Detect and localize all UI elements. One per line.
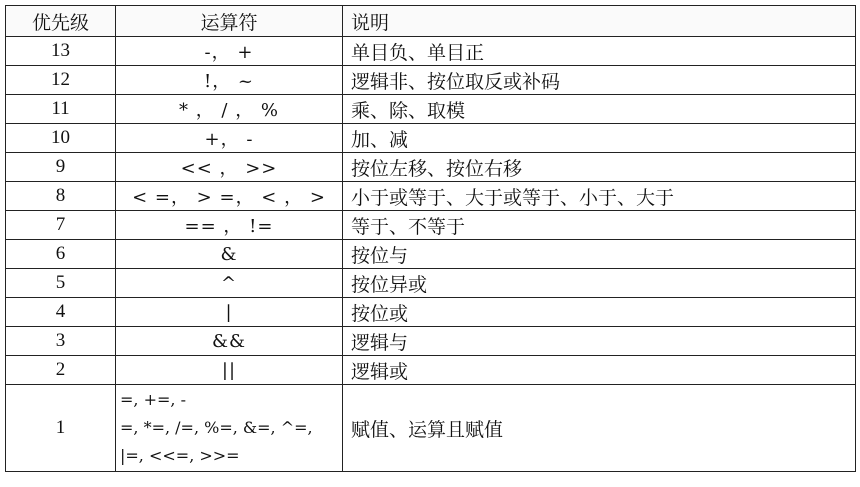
header-priority: 优先级 <box>6 6 116 37</box>
table-row <box>6 37 856 66</box>
table-row <box>6 356 856 385</box>
description-cell: 逻辑非、按位取反或补码 <box>343 66 856 95</box>
table-row <box>6 66 856 95</box>
table-row <box>6 95 856 124</box>
priority-cell: 4 <box>6 298 116 327</box>
priority-cell: 5 <box>6 269 116 298</box>
description-cell: 按位异或 <box>343 269 856 298</box>
priority-cell: 1 <box>6 385 116 472</box>
table-row <box>6 211 856 240</box>
operator-cell: < =， > =， < ， > <box>116 182 343 211</box>
table-row <box>6 269 856 298</box>
table-row <box>6 153 856 182</box>
priority-cell: 2 <box>6 356 116 385</box>
priority-cell: 10 <box>6 124 116 153</box>
table-row <box>6 298 856 327</box>
header-operator: 运算符 <box>116 6 343 37</box>
priority-cell: 11 <box>6 95 116 124</box>
operator-cell: == ， != <box>116 211 343 240</box>
operator-line: =, *=, /=, %=, &=, ^=, <box>120 418 313 437</box>
priority-cell: 6 <box>6 240 116 269</box>
table-row <box>6 240 856 269</box>
operator-cell: ^ <box>116 269 343 298</box>
description-cell: 小于或等于、大于或等于、小于、大于 <box>343 182 856 211</box>
description-cell: 单目负、单目正 <box>343 37 856 66</box>
operator-cell: || <box>116 356 343 385</box>
table-row <box>6 327 856 356</box>
priority-cell: 12 <box>6 66 116 95</box>
priority-cell: 8 <box>6 182 116 211</box>
description-cell: 按位左移、按位右移 <box>343 153 856 182</box>
priority-cell: 9 <box>6 153 116 182</box>
description-cell: 按位与 <box>343 240 856 269</box>
description-cell: 逻辑或 <box>343 356 856 385</box>
operator-cell: & <box>116 240 343 269</box>
priority-cell: 7 <box>6 211 116 240</box>
table-row <box>6 385 856 472</box>
operator-precedence-table <box>5 5 856 472</box>
operator-cell: * ， / ， % <box>116 95 343 124</box>
operator-line: |=, <<=, >>= <box>120 446 240 465</box>
operator-line: =, +=, - <box>120 390 186 409</box>
operator-cell-multiline <box>116 385 343 472</box>
table-row <box>6 182 856 211</box>
table-row <box>6 124 856 153</box>
operator-cell: !， ~ <box>116 66 343 95</box>
operator-precedence-table-container <box>5 5 856 472</box>
description-cell: 逻辑与 <box>343 327 856 356</box>
description-cell: 赋值、运算且赋值 <box>343 385 856 472</box>
operator-cell: | <box>116 298 343 327</box>
description-cell: 等于、不等于 <box>343 211 856 240</box>
description-cell: 乘、除、取模 <box>343 95 856 124</box>
description-cell: 按位或 <box>343 298 856 327</box>
priority-cell: 3 <box>6 327 116 356</box>
operator-cell: << ， >> <box>116 153 343 182</box>
operator-cell: && <box>116 327 343 356</box>
operator-cell: +， - <box>116 124 343 153</box>
description-cell: 加、减 <box>343 124 856 153</box>
table-header-row <box>6 6 856 37</box>
header-description: 说明 <box>343 6 856 37</box>
priority-cell: 13 <box>6 37 116 66</box>
operator-cell: -， + <box>116 37 343 66</box>
